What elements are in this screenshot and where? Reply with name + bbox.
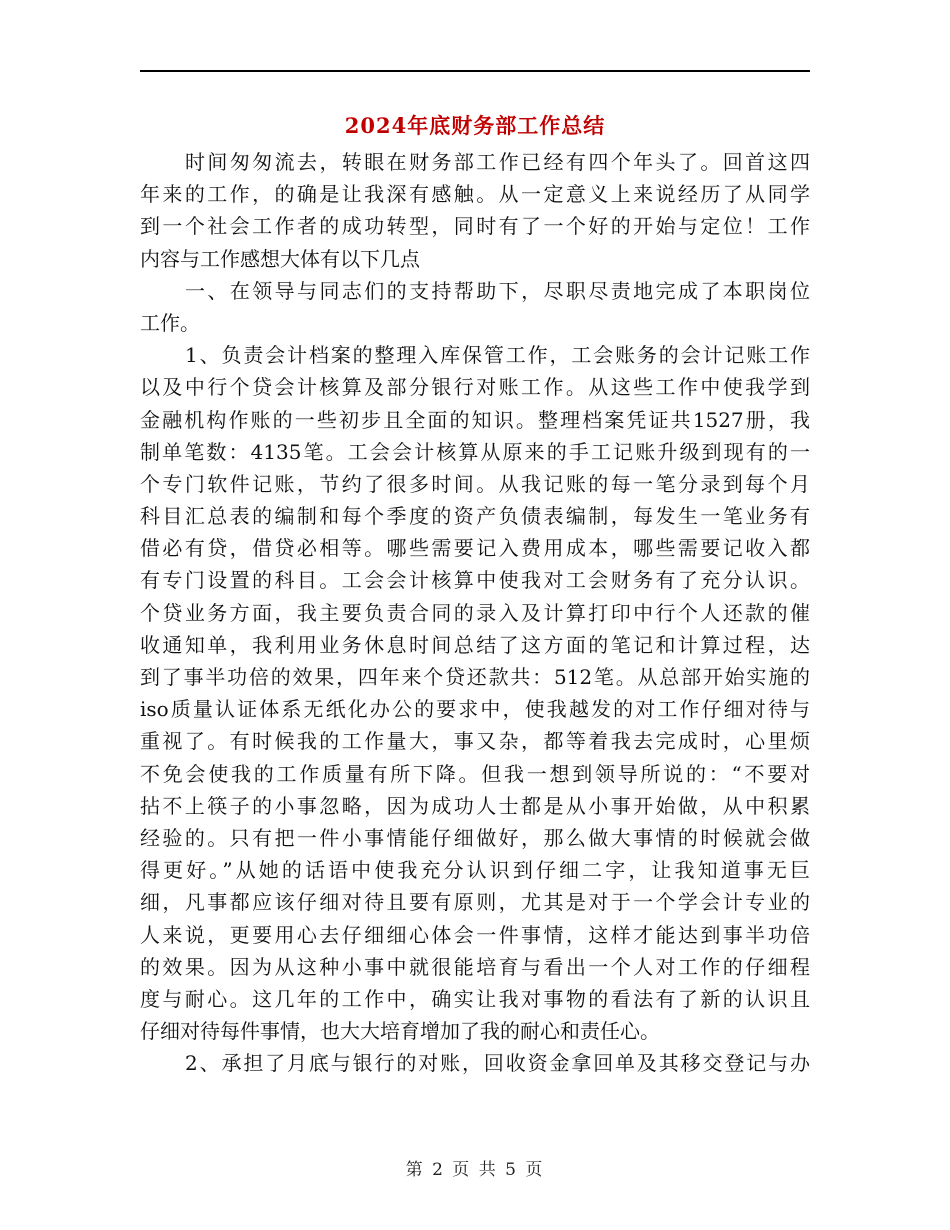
body-line: 一、在领导与同志们的支持帮助下，尽职尽责地完成了本职岗位 — [185, 278, 810, 303]
body-line: 个专门软件记账，节约了很多时间。从我记账的每一笔分录到每个月 — [140, 471, 810, 496]
body-line: 拈不上筷子的小事忽略，因为成功人士都是从小事开始做，从中积累 — [140, 793, 810, 818]
body-line: 科目汇总表的编制和每个季度的资产负债表编制，每发生一笔业务有 — [140, 504, 810, 529]
body-line: 的效果。因为从这种小事中就很能培育与看出一个人对工作的仔细程 — [140, 954, 810, 979]
body-line: 工作。 — [140, 310, 200, 335]
body-line: 年来的工作，的确是让我深有感触。从一定意义上来说经历了从同学 — [140, 182, 810, 207]
body-line: 到一个社会工作者的成功转型，同时有了一个好的开始与定位！工作 — [140, 214, 810, 239]
body-line: 收通知单，我利用业务休息时间总结了这方面的笔记和计算过程，达 — [140, 632, 810, 657]
body-line: 经验的。只有把一件小事情能仔细做好，那么做大事情的时候就会做 — [140, 825, 810, 850]
body-line: 个贷业务方面，我主要负责合同的录入及计算打印中行个人还款的催 — [140, 600, 810, 625]
body-line: 仔细对待每件事情，也大大培育增加了我的耐心和责任心。 — [140, 1019, 660, 1044]
document-body — [140, 146, 810, 1079]
body-line: 重视了。有时候我的工作量大，事又杂，都等着我去完成时，心里烦 — [140, 729, 810, 754]
body-line: 借必有贷，借贷必相等。哪些需要记入费用成本，哪些需要记收入都 — [140, 536, 810, 561]
body-line: 金融机构作账的一些初步且全面的知识。整理档案凭证共1527册，我 — [140, 407, 810, 432]
body-line: 有专门设置的科目。工会会计核算中使我对工会财务有了充分认识。 — [140, 568, 810, 593]
body-line: 细，凡事都应该仔细对待且要有原则，尤其是对于一个学会计专业的 — [140, 890, 810, 915]
header-rule — [140, 70, 810, 72]
body-line: 到了事半功倍的效果，四年来个贷还款共：512笔。从总部开始实施的 — [140, 665, 810, 689]
body-line: 内容与工作感想大体有以下几点 — [140, 246, 420, 271]
body-line: 2、承担了月底与银行的对账，回收资金拿回单及其移交登记与办 — [185, 1051, 810, 1076]
body-line: 得更好。”从她的话语中使我充分认识到仔细二字，让我知道事无巨 — [140, 858, 810, 883]
body-line: 1、负责会计档案的整理入库保管工作，工会账务的会计记账工作 — [185, 343, 810, 368]
body-line: 不免会使我的工作质量有所下降。但我一想到领导所说的：“不要对 — [140, 761, 810, 786]
body-line: iso质量认证体系无纸化办公的要求中，使我越发的对工作仔细对待与 — [140, 697, 810, 722]
body-line: 以及中行个贷会计核算及部分银行对账工作。从这些工作中使我学到 — [140, 375, 810, 400]
body-line: 制单笔数：4135笔。工会会计核算从原来的手工记账升级到现有的一 — [140, 439, 810, 464]
page-number-footer: 第 2 页 共 5 页 — [405, 1160, 545, 1180]
body-line: 时间匆匆流去，转眼在财务部工作已经有四个年头了。回首这四 — [185, 150, 810, 174]
body-line: 度与耐心。这几年的工作中，确实让我对事物的看法有了新的认识且 — [140, 986, 810, 1011]
body-line: 人来说，更要用心去仔细细心体会一件事情，这样才能达到事半功倍 — [140, 922, 810, 947]
document-title: 2024年底财务部工作总结 — [344, 113, 606, 138]
